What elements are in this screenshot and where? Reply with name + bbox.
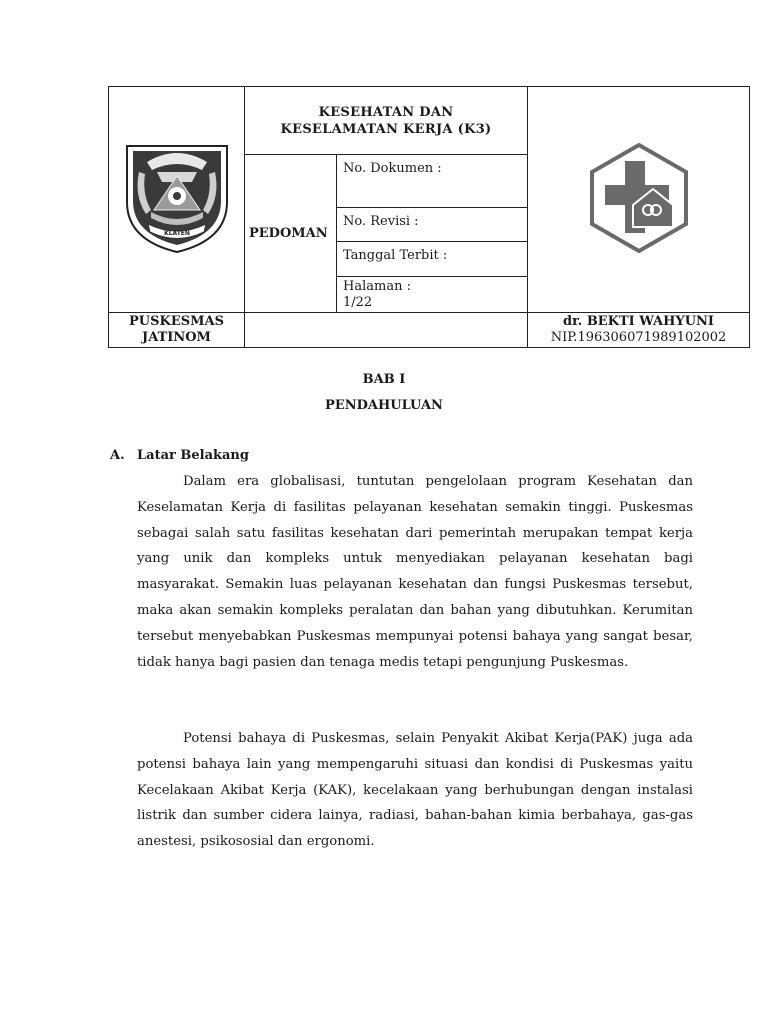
organization-line-2: JATINOM	[142, 330, 211, 345]
no-dokumen-field: No. Dokumen :	[337, 155, 528, 208]
chapter-title: PENDAHULUAN	[325, 398, 443, 413]
footer-blank-cell	[245, 313, 528, 348]
left-logo-cell	[109, 87, 245, 313]
signatory-nip: NIP.196306071989102002	[550, 330, 727, 345]
puskesmas-cross-house-icon	[589, 143, 689, 253]
document-type: PEDOMAN	[245, 155, 337, 313]
document-header-table	[108, 86, 750, 348]
organization-name	[109, 313, 245, 348]
section-heading	[110, 448, 249, 463]
signatory-name: dr. BEKTI WAHYUNI	[563, 314, 715, 329]
organization-line-1: PUSKESMAS	[129, 314, 224, 329]
halaman-label: Halaman :	[343, 279, 411, 294]
chapter-number: BAB I	[362, 372, 406, 387]
section-title: Latar Belakang	[137, 448, 249, 463]
signatory	[528, 313, 750, 348]
halaman-field	[337, 277, 528, 313]
document-title-line-1: KESEHATAN DAN	[318, 104, 454, 120]
paragraph-1: Dalam era globalisasi, tuntutan pengelolaan program Kesehatan dan Keselamatan Kerja di fasilitas pelayanan kesehatan semakin tinggi. Puskesmas sebagai salah satu fasilitas kesehatan dari pemerintah merupakan tempat kerja yang unik dan kompleks untuk menyediakan pelayanan kesehatan bagi masyarakat. Semakin luas pelayanan kesehatan dan fungsi Puskesmas tersebut, maka akan semakin kompleks peralatan dan bahan yang dibutuhkan. Kerumitan tersebut menyebabkan Puskesmas mempunyai potensi bahaya yang sangat besar, tidak hanya bagi pasien dan tenaga medis tetapi pengunjung Puskesmas.	[137, 474, 693, 670]
document-title-line-2: KESELAMATAN KERJA (K3)	[280, 121, 492, 137]
no-revisi-field: No. Revisi :	[337, 208, 528, 242]
halaman-value: 1/22	[343, 295, 373, 310]
document-title	[245, 87, 528, 155]
section-letter: A.	[110, 448, 125, 463]
klaten-regency-crest-icon	[124, 142, 230, 254]
paragraph-2: Potensi bahaya di Puskesmas, selain Penyakit Akibat Kerja(PAK) juga ada potensi bahaya lain yang mempengaruhi situasi dan kondisi di Puskesmas yaitu Kecelakaan Akibat Kerja (KAK), kecelakaan yang berhubungan dengan instalasi listrik dan sumber cidera lainya, radiasi, bahan-bahan kimia berbahaya, gas-gas anestesi, psikososial dan ergonomi.	[137, 731, 693, 850]
svg-text:KLATEN: KLATEN	[163, 229, 190, 237]
right-logo-cell	[528, 87, 750, 313]
tanggal-terbit-field: Tanggal Terbit :	[337, 242, 528, 277]
